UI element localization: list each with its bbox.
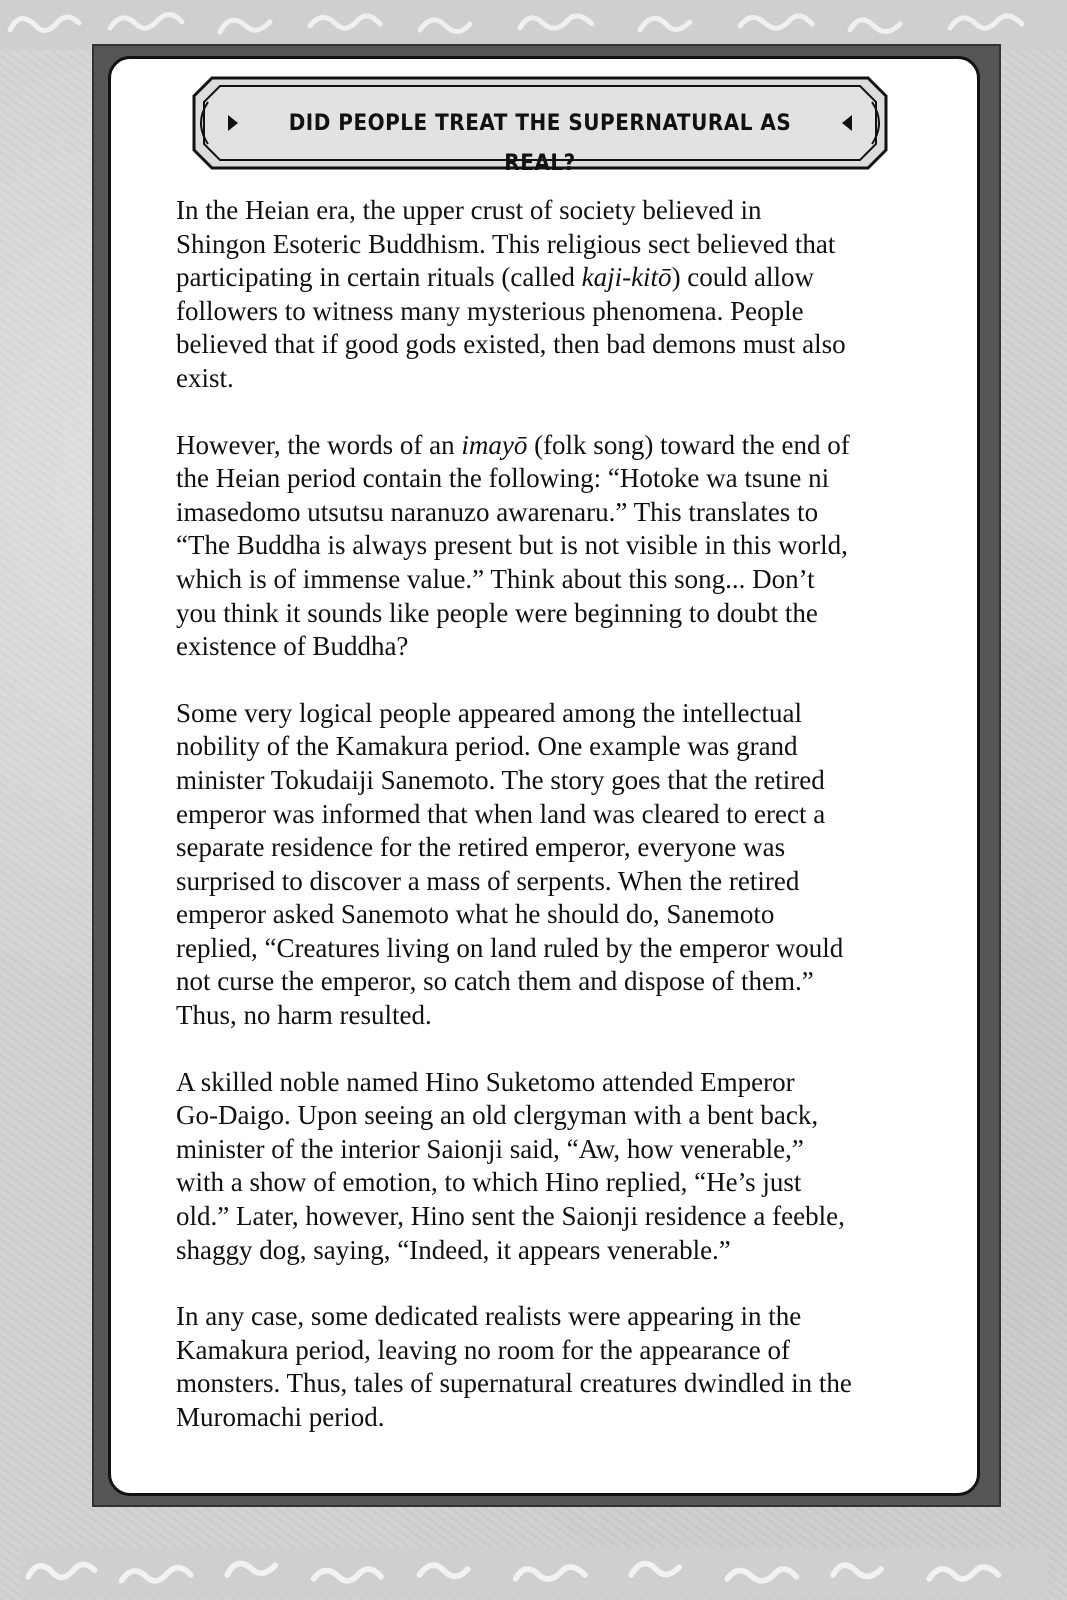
top-cloud-border bbox=[0, 0, 1067, 50]
paragraph-5 bbox=[176, 1300, 916, 1434]
paragraph-2-text-a: However, the words of an bbox=[176, 429, 462, 460]
banner-arrow-left-icon bbox=[840, 114, 854, 132]
paragraph-2 bbox=[176, 429, 916, 664]
bottom-cloud-border bbox=[0, 1548, 1067, 1598]
paragraph-1-term: kaji-kitō bbox=[581, 262, 672, 293]
paragraph-2-term: imayō bbox=[461, 429, 528, 460]
article-body bbox=[176, 194, 916, 1468]
page-title: DID PEOPLE TREAT THE SUPERNATURAL AS REAL? bbox=[288, 108, 792, 176]
paragraph-3-text: Some very logical people appeared among the intellectual nobility of the Kamakura period. One example was grand minister Tokudaiji Sanemoto. The story goes that the retired emperor was informed that when land was cleared to erect a separate residence for the retired emperor, everyone was surprised to discover a mass of serpents. When the retired emperor asked Sanemoto what he should do, Sanemoto replied, “Creatures living on land ruled by the emperor would not curse the emperor, so catch them and dispose of them.” Thus, no harm resulted. bbox=[176, 697, 844, 1031]
header-banner bbox=[190, 74, 890, 176]
paragraph-1-text-a: In the Heian era, the upper crust of society believed in Shingon Esoteric Buddhism. This religious sect believed that participating in certain rituals (called bbox=[176, 195, 836, 293]
paragraph-1-text-b: ) could allow followers to witness many mysterious phenomena. People believed that if good gods existed, then bad demons must also exist. bbox=[176, 262, 846, 393]
banner-arrow-right-icon bbox=[226, 114, 240, 132]
paragraph-3 bbox=[176, 697, 916, 1033]
paragraph-4-text: A skilled noble named Hino Suketomo attended Emperor Go-Daigo. Upon seeing an old clergyman with a bent back, minister of the interior Saionji said, “Aw, how venerable,” with a show of emotion, to which Hino replied, “He’s just old.” Later, however, Hino sent the Saionji residence a feeble, shaggy dog, saying, “Indeed, it appears venerable.” bbox=[176, 1066, 845, 1265]
paragraph-2-text-b: (folk song) toward the end of the Heian period contain the following: “Hotoke wa tsune ni imasedomo utsutsu naranuzo awarenaru.” This translates to “The Buddha is always present but is not visible in this world, which is of immense value.” Think about this song... Don’t you think it sounds like people were beginning to doubt the existence of Buddha? bbox=[176, 429, 850, 662]
paragraph-4 bbox=[176, 1066, 916, 1268]
paragraph-5-text: In any case, some dedicated realists were appearing in the Kamakura period, leaving no room for the appearance of monsters. Thus, tales of supernatural creatures dwindled in the Muromachi period. bbox=[176, 1301, 852, 1432]
paragraph-1 bbox=[176, 194, 916, 396]
